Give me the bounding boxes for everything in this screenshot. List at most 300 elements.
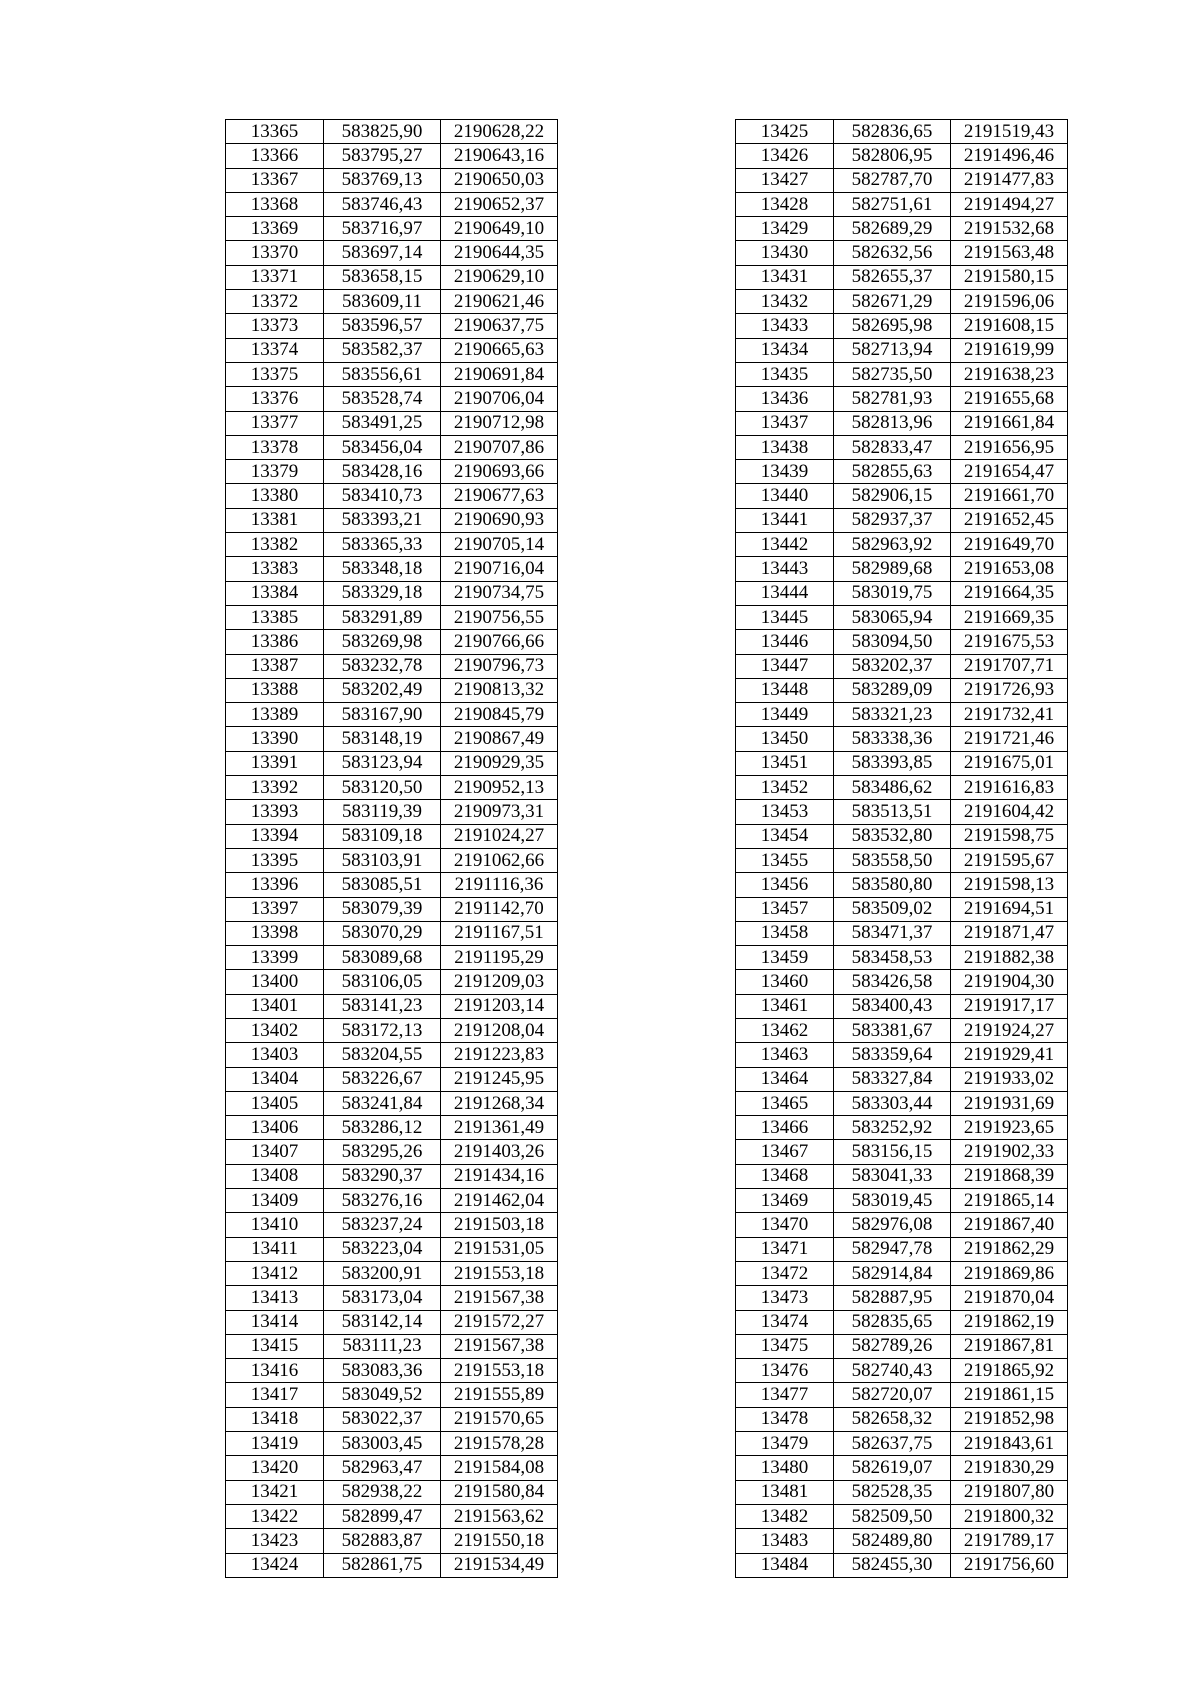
y-coordinate-cell: 2191534,49 — [441, 1553, 558, 1577]
table-row — [736, 1067, 1068, 1091]
point-number-cell: 13394 — [226, 824, 324, 848]
coordinates-table-right — [735, 119, 1068, 1578]
point-number-cell: 13438 — [736, 435, 834, 459]
point-number-cell: 13401 — [226, 994, 324, 1018]
y-coordinate-cell: 2191550,18 — [441, 1529, 558, 1553]
point-number-cell: 13480 — [736, 1456, 834, 1480]
x-coordinate-cell: 583167,90 — [324, 703, 441, 727]
y-coordinate-cell: 2191578,28 — [441, 1432, 558, 1456]
x-coordinate-cell: 582713,94 — [834, 338, 951, 362]
table-row — [736, 387, 1068, 411]
x-coordinate-cell: 583041,33 — [834, 1164, 951, 1188]
table-row — [736, 1383, 1068, 1407]
table-row — [736, 824, 1068, 848]
point-number-cell: 13435 — [736, 362, 834, 386]
point-number-cell: 13425 — [736, 120, 834, 144]
x-coordinate-cell: 583329,18 — [324, 581, 441, 605]
y-coordinate-cell: 2191167,51 — [441, 921, 558, 945]
table-row — [226, 654, 558, 678]
x-coordinate-cell: 582658,32 — [834, 1407, 951, 1431]
x-coordinate-cell: 583022,37 — [324, 1407, 441, 1431]
y-coordinate-cell: 2191403,26 — [441, 1140, 558, 1164]
x-coordinate-cell: 583142,14 — [324, 1310, 441, 1334]
x-coordinate-cell: 583532,80 — [834, 824, 951, 848]
y-coordinate-cell: 2190756,55 — [441, 605, 558, 629]
x-coordinate-cell: 582861,75 — [324, 1553, 441, 1577]
point-number-cell: 13439 — [736, 460, 834, 484]
x-coordinate-cell: 582455,30 — [834, 1553, 951, 1577]
y-coordinate-cell: 2191655,68 — [951, 387, 1068, 411]
x-coordinate-cell: 582671,29 — [834, 290, 951, 314]
point-number-cell: 13420 — [226, 1456, 324, 1480]
point-number-cell: 13437 — [736, 411, 834, 435]
table-row — [226, 1043, 558, 1067]
y-coordinate-cell: 2190643,16 — [441, 144, 558, 168]
x-coordinate-cell: 583103,91 — [324, 848, 441, 872]
y-coordinate-cell: 2191519,43 — [951, 120, 1068, 144]
x-coordinate-cell: 583491,25 — [324, 411, 441, 435]
y-coordinate-cell: 2190973,31 — [441, 800, 558, 824]
table-row — [226, 241, 558, 265]
x-coordinate-cell: 583269,98 — [324, 630, 441, 654]
point-number-cell: 13466 — [736, 1116, 834, 1140]
point-number-cell: 13446 — [736, 630, 834, 654]
table-row — [736, 1286, 1068, 1310]
x-coordinate-cell: 582781,93 — [834, 387, 951, 411]
table-row — [226, 557, 558, 581]
y-coordinate-cell: 2191868,39 — [951, 1164, 1068, 1188]
table-row — [736, 338, 1068, 362]
y-coordinate-cell: 2190952,13 — [441, 776, 558, 800]
x-coordinate-cell: 583173,04 — [324, 1286, 441, 1310]
point-number-cell: 13373 — [226, 314, 324, 338]
table-row — [226, 970, 558, 994]
x-coordinate-cell: 583148,19 — [324, 727, 441, 751]
y-coordinate-cell: 2191580,84 — [441, 1480, 558, 1504]
x-coordinate-cell: 583291,89 — [324, 605, 441, 629]
table-row — [226, 533, 558, 557]
point-number-cell: 13415 — [226, 1334, 324, 1358]
table-row — [736, 314, 1068, 338]
point-number-cell: 13367 — [226, 168, 324, 192]
table-row — [736, 897, 1068, 921]
x-coordinate-cell: 583111,23 — [324, 1334, 441, 1358]
x-coordinate-cell: 582735,50 — [834, 362, 951, 386]
y-coordinate-cell: 2191867,40 — [951, 1213, 1068, 1237]
y-coordinate-cell: 2191656,95 — [951, 435, 1068, 459]
y-coordinate-cell: 2191933,02 — [951, 1067, 1068, 1091]
table-row — [736, 1140, 1068, 1164]
y-coordinate-cell: 2191924,27 — [951, 1018, 1068, 1042]
y-coordinate-cell: 2191563,62 — [441, 1504, 558, 1528]
x-coordinate-cell: 583141,23 — [324, 994, 441, 1018]
point-number-cell: 13386 — [226, 630, 324, 654]
y-coordinate-cell: 2191929,41 — [951, 1043, 1068, 1067]
x-coordinate-cell: 582740,43 — [834, 1359, 951, 1383]
y-coordinate-cell: 2190650,03 — [441, 168, 558, 192]
y-coordinate-cell: 2191721,46 — [951, 727, 1068, 751]
table-row — [226, 751, 558, 775]
x-coordinate-cell: 583200,91 — [324, 1261, 441, 1285]
table-row — [736, 192, 1068, 216]
point-number-cell: 13465 — [736, 1091, 834, 1115]
x-coordinate-cell: 583089,68 — [324, 946, 441, 970]
point-number-cell: 13450 — [736, 727, 834, 751]
table-row — [736, 362, 1068, 386]
table-row — [226, 1407, 558, 1431]
x-coordinate-cell: 583580,80 — [834, 873, 951, 897]
point-number-cell: 13424 — [226, 1553, 324, 1577]
point-number-cell: 13479 — [736, 1432, 834, 1456]
point-number-cell: 13389 — [226, 703, 324, 727]
point-number-cell: 13393 — [226, 800, 324, 824]
y-coordinate-cell: 2191861,15 — [951, 1383, 1068, 1407]
table-row — [226, 703, 558, 727]
table-row — [736, 265, 1068, 289]
x-coordinate-cell: 583019,45 — [834, 1189, 951, 1213]
y-coordinate-cell: 2190621,46 — [441, 290, 558, 314]
y-coordinate-cell: 2191598,13 — [951, 873, 1068, 897]
x-coordinate-cell: 583252,92 — [834, 1116, 951, 1140]
table-row — [226, 387, 558, 411]
table-row — [226, 1140, 558, 1164]
y-coordinate-cell: 2191462,04 — [441, 1189, 558, 1213]
point-number-cell: 13432 — [736, 290, 834, 314]
y-coordinate-cell: 2191649,70 — [951, 533, 1068, 557]
x-coordinate-cell: 582695,98 — [834, 314, 951, 338]
table-row — [226, 605, 558, 629]
point-number-cell: 13396 — [226, 873, 324, 897]
y-coordinate-cell: 2190929,35 — [441, 751, 558, 775]
point-number-cell: 13448 — [736, 678, 834, 702]
point-number-cell: 13385 — [226, 605, 324, 629]
y-coordinate-cell: 2190712,98 — [441, 411, 558, 435]
x-coordinate-cell: 583223,04 — [324, 1237, 441, 1261]
table-body — [226, 120, 558, 1578]
table-row — [226, 1553, 558, 1577]
y-coordinate-cell: 2191553,18 — [441, 1359, 558, 1383]
x-coordinate-cell: 583232,78 — [324, 654, 441, 678]
y-coordinate-cell: 2191584,08 — [441, 1456, 558, 1480]
table-row — [226, 727, 558, 751]
point-number-cell: 13462 — [736, 1018, 834, 1042]
x-coordinate-cell: 582947,78 — [834, 1237, 951, 1261]
point-number-cell: 13449 — [736, 703, 834, 727]
table-row — [226, 678, 558, 702]
x-coordinate-cell: 582720,07 — [834, 1383, 951, 1407]
x-coordinate-cell: 583458,53 — [834, 946, 951, 970]
x-coordinate-cell: 583085,51 — [324, 873, 441, 897]
x-coordinate-cell: 583079,39 — [324, 897, 441, 921]
point-number-cell: 13433 — [736, 314, 834, 338]
table-row — [736, 994, 1068, 1018]
table-row — [226, 362, 558, 386]
point-number-cell: 13464 — [736, 1067, 834, 1091]
table-row — [226, 848, 558, 872]
point-number-cell: 13468 — [736, 1164, 834, 1188]
table-row — [736, 1529, 1068, 1553]
x-coordinate-cell: 583381,67 — [834, 1018, 951, 1042]
table-row — [736, 848, 1068, 872]
point-number-cell: 13397 — [226, 897, 324, 921]
y-coordinate-cell: 2191268,34 — [441, 1091, 558, 1115]
x-coordinate-cell: 583289,09 — [834, 678, 951, 702]
y-coordinate-cell: 2191862,29 — [951, 1237, 1068, 1261]
y-coordinate-cell: 2191675,53 — [951, 630, 1068, 654]
x-coordinate-cell: 582509,50 — [834, 1504, 951, 1528]
y-coordinate-cell: 2191616,83 — [951, 776, 1068, 800]
x-coordinate-cell: 583348,18 — [324, 557, 441, 581]
y-coordinate-cell: 2191567,38 — [441, 1286, 558, 1310]
y-coordinate-cell: 2191661,84 — [951, 411, 1068, 435]
table-row — [736, 1456, 1068, 1480]
y-coordinate-cell: 2191654,47 — [951, 460, 1068, 484]
point-number-cell: 13384 — [226, 581, 324, 605]
point-number-cell: 13377 — [226, 411, 324, 435]
table-row — [226, 897, 558, 921]
x-coordinate-cell: 583083,36 — [324, 1359, 441, 1383]
x-coordinate-cell: 583019,75 — [834, 581, 951, 605]
point-number-cell: 13451 — [736, 751, 834, 775]
point-number-cell: 13409 — [226, 1189, 324, 1213]
x-coordinate-cell: 583065,94 — [834, 605, 951, 629]
table-row — [226, 1504, 558, 1528]
x-coordinate-cell: 583156,15 — [834, 1140, 951, 1164]
table-row — [226, 1018, 558, 1042]
y-coordinate-cell: 2191142,70 — [441, 897, 558, 921]
table-row — [736, 873, 1068, 897]
y-coordinate-cell: 2191756,60 — [951, 1553, 1068, 1577]
x-coordinate-cell: 583286,12 — [324, 1116, 441, 1140]
y-coordinate-cell: 2191062,66 — [441, 848, 558, 872]
point-number-cell: 13370 — [226, 241, 324, 265]
y-coordinate-cell: 2190813,32 — [441, 678, 558, 702]
y-coordinate-cell: 2191608,15 — [951, 314, 1068, 338]
point-number-cell: 13441 — [736, 508, 834, 532]
point-number-cell: 13478 — [736, 1407, 834, 1431]
y-coordinate-cell: 2191598,75 — [951, 824, 1068, 848]
y-coordinate-cell: 2191807,80 — [951, 1480, 1068, 1504]
point-number-cell: 13459 — [736, 946, 834, 970]
table-row — [226, 873, 558, 897]
y-coordinate-cell: 2190845,79 — [441, 703, 558, 727]
table-row — [226, 1334, 558, 1358]
table-row — [736, 970, 1068, 994]
x-coordinate-cell: 582835,65 — [834, 1310, 951, 1334]
point-number-cell: 13482 — [736, 1504, 834, 1528]
x-coordinate-cell: 582528,35 — [834, 1480, 951, 1504]
point-number-cell: 13417 — [226, 1383, 324, 1407]
point-number-cell: 13476 — [736, 1359, 834, 1383]
y-coordinate-cell: 2191208,04 — [441, 1018, 558, 1042]
point-number-cell: 13443 — [736, 557, 834, 581]
y-coordinate-cell: 2191496,46 — [951, 144, 1068, 168]
table-row — [226, 630, 558, 654]
table-row — [736, 605, 1068, 629]
y-coordinate-cell: 2191503,18 — [441, 1213, 558, 1237]
point-number-cell: 13398 — [226, 921, 324, 945]
point-number-cell: 13436 — [736, 387, 834, 411]
x-coordinate-cell: 582976,08 — [834, 1213, 951, 1237]
y-coordinate-cell: 2191619,99 — [951, 338, 1068, 362]
y-coordinate-cell: 2191694,51 — [951, 897, 1068, 921]
table-row — [226, 824, 558, 848]
point-number-cell: 13481 — [736, 1480, 834, 1504]
y-coordinate-cell: 2191555,89 — [441, 1383, 558, 1407]
x-coordinate-cell: 583120,50 — [324, 776, 441, 800]
table-row — [226, 290, 558, 314]
x-coordinate-cell: 583513,51 — [834, 800, 951, 824]
point-number-cell: 13457 — [736, 897, 834, 921]
point-number-cell: 13390 — [226, 727, 324, 751]
x-coordinate-cell: 582883,87 — [324, 1529, 441, 1553]
x-coordinate-cell: 583609,11 — [324, 290, 441, 314]
table-row — [736, 776, 1068, 800]
y-coordinate-cell: 2190690,93 — [441, 508, 558, 532]
point-number-cell: 13382 — [226, 533, 324, 557]
x-coordinate-cell: 582914,84 — [834, 1261, 951, 1285]
table-row — [226, 338, 558, 362]
table-row — [226, 1432, 558, 1456]
table-row — [736, 1213, 1068, 1237]
point-number-cell: 13411 — [226, 1237, 324, 1261]
y-coordinate-cell: 2191931,69 — [951, 1091, 1068, 1115]
table-row — [736, 557, 1068, 581]
table-row — [736, 800, 1068, 824]
y-coordinate-cell: 2191800,32 — [951, 1504, 1068, 1528]
point-number-cell: 13404 — [226, 1067, 324, 1091]
point-number-cell: 13372 — [226, 290, 324, 314]
point-number-cell: 13365 — [226, 120, 324, 144]
table-row — [736, 484, 1068, 508]
x-coordinate-cell: 582963,47 — [324, 1456, 441, 1480]
y-coordinate-cell: 2191195,29 — [441, 946, 558, 970]
point-number-cell: 13406 — [226, 1116, 324, 1140]
point-number-cell: 13399 — [226, 946, 324, 970]
x-coordinate-cell: 583410,73 — [324, 484, 441, 508]
table-row — [226, 1067, 558, 1091]
table-row — [226, 508, 558, 532]
table-row — [736, 1553, 1068, 1577]
table-row — [736, 1091, 1068, 1115]
y-coordinate-cell: 2191024,27 — [441, 824, 558, 848]
y-coordinate-cell: 2191852,98 — [951, 1407, 1068, 1431]
x-coordinate-cell: 582833,47 — [834, 435, 951, 459]
y-coordinate-cell: 2191675,01 — [951, 751, 1068, 775]
table-row — [736, 120, 1068, 144]
point-number-cell: 13371 — [226, 265, 324, 289]
y-coordinate-cell: 2191726,93 — [951, 678, 1068, 702]
table-row — [736, 508, 1068, 532]
x-coordinate-cell: 583716,97 — [324, 217, 441, 241]
point-number-cell: 13463 — [736, 1043, 834, 1067]
x-coordinate-cell: 583509,02 — [834, 897, 951, 921]
table-row — [736, 144, 1068, 168]
point-number-cell: 13477 — [736, 1383, 834, 1407]
table-row — [226, 776, 558, 800]
y-coordinate-cell: 2191653,08 — [951, 557, 1068, 581]
point-number-cell: 13426 — [736, 144, 834, 168]
point-number-cell: 13461 — [736, 994, 834, 1018]
point-number-cell: 13379 — [226, 460, 324, 484]
x-coordinate-cell: 583528,74 — [324, 387, 441, 411]
x-coordinate-cell: 583303,44 — [834, 1091, 951, 1115]
point-number-cell: 13484 — [736, 1553, 834, 1577]
table-row — [736, 1116, 1068, 1140]
point-number-cell: 13378 — [226, 435, 324, 459]
point-number-cell: 13416 — [226, 1359, 324, 1383]
point-number-cell: 13408 — [226, 1164, 324, 1188]
table-row — [736, 1043, 1068, 1067]
point-number-cell: 13383 — [226, 557, 324, 581]
point-number-cell: 13452 — [736, 776, 834, 800]
point-number-cell: 13388 — [226, 678, 324, 702]
x-coordinate-cell: 583359,64 — [834, 1043, 951, 1067]
y-coordinate-cell: 2191567,38 — [441, 1334, 558, 1358]
point-number-cell: 13375 — [226, 362, 324, 386]
point-number-cell: 13414 — [226, 1310, 324, 1334]
x-coordinate-cell: 582963,92 — [834, 533, 951, 557]
y-coordinate-cell: 2191209,03 — [441, 970, 558, 994]
table-row — [226, 1383, 558, 1407]
point-number-cell: 13458 — [736, 921, 834, 945]
x-coordinate-cell: 583596,57 — [324, 314, 441, 338]
y-coordinate-cell: 2191494,27 — [951, 192, 1068, 216]
point-number-cell: 13422 — [226, 1504, 324, 1528]
table-row — [226, 1237, 558, 1261]
x-coordinate-cell: 582813,96 — [834, 411, 951, 435]
table-row — [226, 946, 558, 970]
x-coordinate-cell: 583070,29 — [324, 921, 441, 945]
point-number-cell: 13405 — [226, 1091, 324, 1115]
table-row — [226, 144, 558, 168]
table-row — [736, 921, 1068, 945]
point-number-cell: 13471 — [736, 1237, 834, 1261]
point-number-cell: 13427 — [736, 168, 834, 192]
x-coordinate-cell: 583400,43 — [834, 994, 951, 1018]
x-coordinate-cell: 583825,90 — [324, 120, 441, 144]
x-coordinate-cell: 582989,68 — [834, 557, 951, 581]
point-number-cell: 13403 — [226, 1043, 324, 1067]
table-row — [736, 217, 1068, 241]
y-coordinate-cell: 2191477,83 — [951, 168, 1068, 192]
y-coordinate-cell: 2190766,66 — [441, 630, 558, 654]
y-coordinate-cell: 2191661,70 — [951, 484, 1068, 508]
y-coordinate-cell: 2190628,22 — [441, 120, 558, 144]
point-number-cell: 13423 — [226, 1529, 324, 1553]
x-coordinate-cell: 582836,65 — [834, 120, 951, 144]
table-row — [736, 533, 1068, 557]
y-coordinate-cell: 2191902,33 — [951, 1140, 1068, 1164]
y-coordinate-cell: 2190705,14 — [441, 533, 558, 557]
table-row — [736, 1504, 1068, 1528]
point-number-cell: 13444 — [736, 581, 834, 605]
y-coordinate-cell: 2191553,18 — [441, 1261, 558, 1285]
x-coordinate-cell: 582619,07 — [834, 1456, 951, 1480]
point-number-cell: 13469 — [736, 1189, 834, 1213]
y-coordinate-cell: 2191867,81 — [951, 1334, 1068, 1358]
x-coordinate-cell: 583202,37 — [834, 654, 951, 678]
table-row — [736, 678, 1068, 702]
y-coordinate-cell: 2190716,04 — [441, 557, 558, 581]
table-row — [736, 1359, 1068, 1383]
x-coordinate-cell: 582887,95 — [834, 1286, 951, 1310]
y-coordinate-cell: 2191638,23 — [951, 362, 1068, 386]
point-number-cell: 13475 — [736, 1334, 834, 1358]
y-coordinate-cell: 2191595,67 — [951, 848, 1068, 872]
y-coordinate-cell: 2191707,71 — [951, 654, 1068, 678]
table-row — [226, 921, 558, 945]
